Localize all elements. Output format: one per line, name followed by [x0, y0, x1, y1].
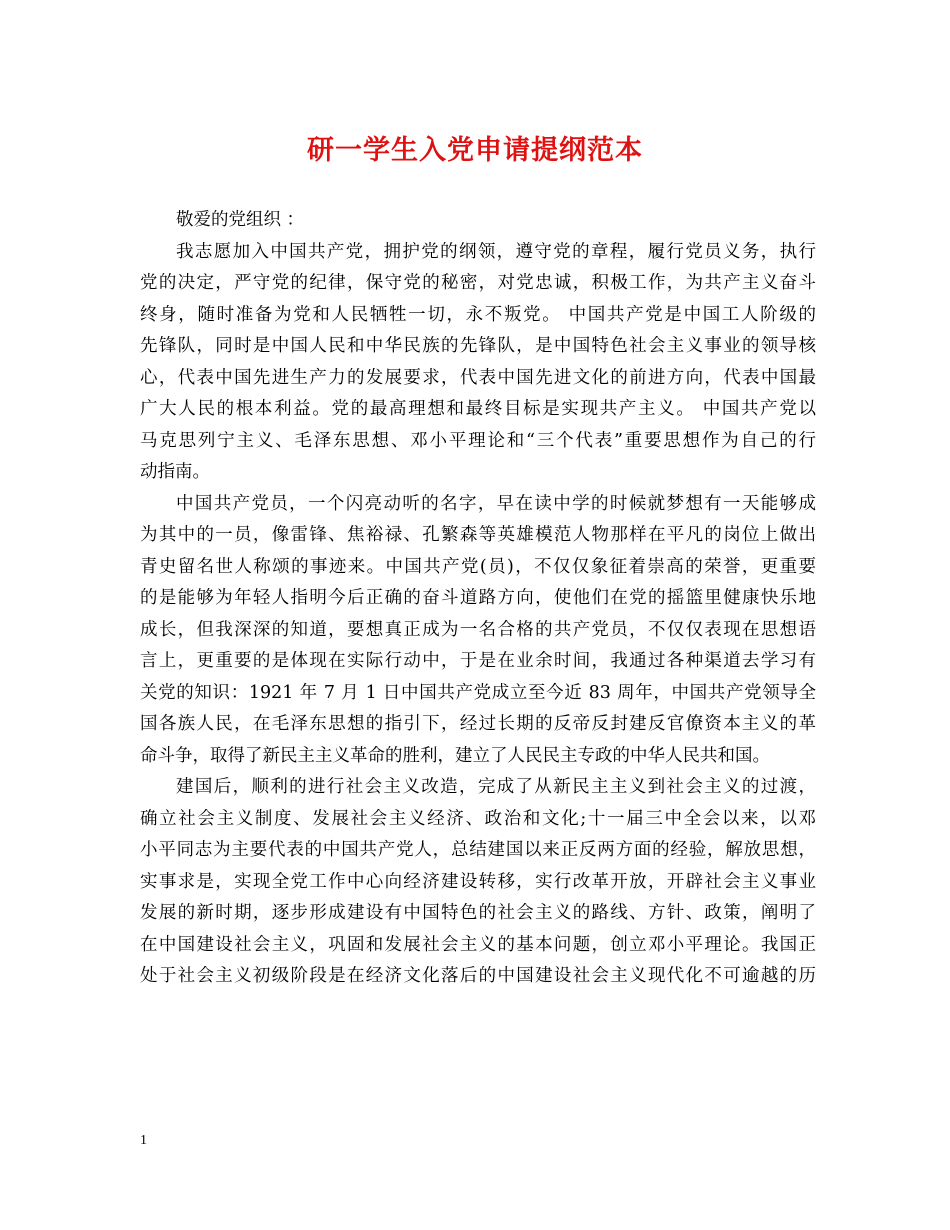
- document-body: [140, 205, 816, 993]
- paragraph-3-line-5: 发展的新时期，逐步形成建设有中国特色的社会主义的路线、方针、政策，阐明了: [140, 903, 816, 923]
- paragraph-2-line-5: 成长，但我深深的知道，要想真正成为一名合格的共产党员，不仅仅表现在思想语: [140, 619, 816, 640]
- paragraph-2-line-3: 青史留名世人称颂的事迹来。中国共产党(员)，不仅仅象征着崇高的荣誉，更重要: [140, 556, 816, 577]
- paragraph-1-line-3: 终身，随时准备为党和人民牺牲一切，永不叛党。 中国共产党是中国工人阶级的: [140, 304, 816, 325]
- paragraph-1-line-5: 心，代表中国先进生产力的发展要求，代表中国先进文化的前进方向，代表中国最: [140, 367, 816, 388]
- paragraph-2-line-8: 国各族人民，在毛泽东思想的指引下，经过长期的反帝反封建反官僚资本主义的革: [140, 714, 816, 734]
- document-title: 研一学生入党申请提纲范本: [307, 135, 643, 166]
- paragraph-2-line-1: 中国共产党员，一个闪亮动听的名字，早在读中学的时候就梦想有一天能够成: [176, 493, 816, 514]
- paragraph-1-line-8: 动指南。: [140, 462, 210, 482]
- paragraph-1-line-1: 我志愿加入中国共产党，拥护党的纲领，遵守党的章程，履行党员义务，执行: [176, 241, 816, 262]
- paragraph-3-line-6: 在中国建设社会主义，巩固和发展社会主义的基本问题，创立邓小平理论。我国正: [140, 934, 816, 955]
- paragraph-3-line-4: 实事求是，实现全党工作中心向经济建设转移，实行改革开放，开辟社会主义事业: [140, 871, 816, 892]
- paragraph-2-line-9: 命斗争，取得了新民主主义革命的胜利，建立了人民民主专政的中华人民共和国。: [140, 745, 770, 766]
- paragraph-3-line-1: 建国后，顺利的进行社会主义改造，完成了从新民主主义到社会主义的过渡，: [176, 777, 816, 797]
- paragraph-2-line-6: 言上，更重要的是体现在实际行动中，于是在业余时间，我通过各种渠道去学习有: [140, 651, 816, 671]
- paragraph-1-line-2: 党的决定，严守党的纪律，保守党的秘密，对党忠诚，积极工作，为共产主义奋斗: [140, 273, 816, 293]
- paragraph-2-line-7: 关党的知识：1921 年 7 月 1 日中国共产党成立至今近 83 周年，中国共产党领导全: [140, 682, 816, 703]
- paragraph-3-line-7: 处于社会主义初级阶段是在经济文化落后的中国建设社会主义现代化不可逾越的历: [140, 966, 816, 986]
- paragraph-1-line-7: 马克思列宁主义、毛泽东思想、邓小平理论和“三个代表”重要思想作为自己的行: [140, 430, 816, 451]
- paragraph-2-line-2: 为其中的一员，像雷锋、焦裕禄、孔繁森等英雄模范人物那样在平凡的岗位上做出: [140, 525, 816, 545]
- paragraph-1-line-6: 广大人民的根本利益。党的最高理想和最终目标是实现共产主义。 中国共产党以: [140, 399, 816, 419]
- paragraph-3-line-2: 确立社会主义制度、发展社会主义经济、政治和文化;十一届三中全会以来，以邓: [140, 808, 816, 829]
- paragraph-2-line-4: 的是能够为年轻人指明今后正确的奋斗道路方向，使他们在党的摇篮里健康快乐地: [140, 588, 816, 608]
- page-number: 1: [140, 1133, 147, 1148]
- salutation: 敬爱的党组织 ：: [176, 210, 305, 230]
- paragraph-1-line-4: 先锋队，同时是中国人民和中华民族的先锋队，是中国特色社会主义事业的领导核: [140, 336, 816, 356]
- paragraph-3-line-3: 小平同志为主要代表的中国共产党人，总结建国以来正反两方面的经验，解放思想，: [140, 840, 816, 860]
